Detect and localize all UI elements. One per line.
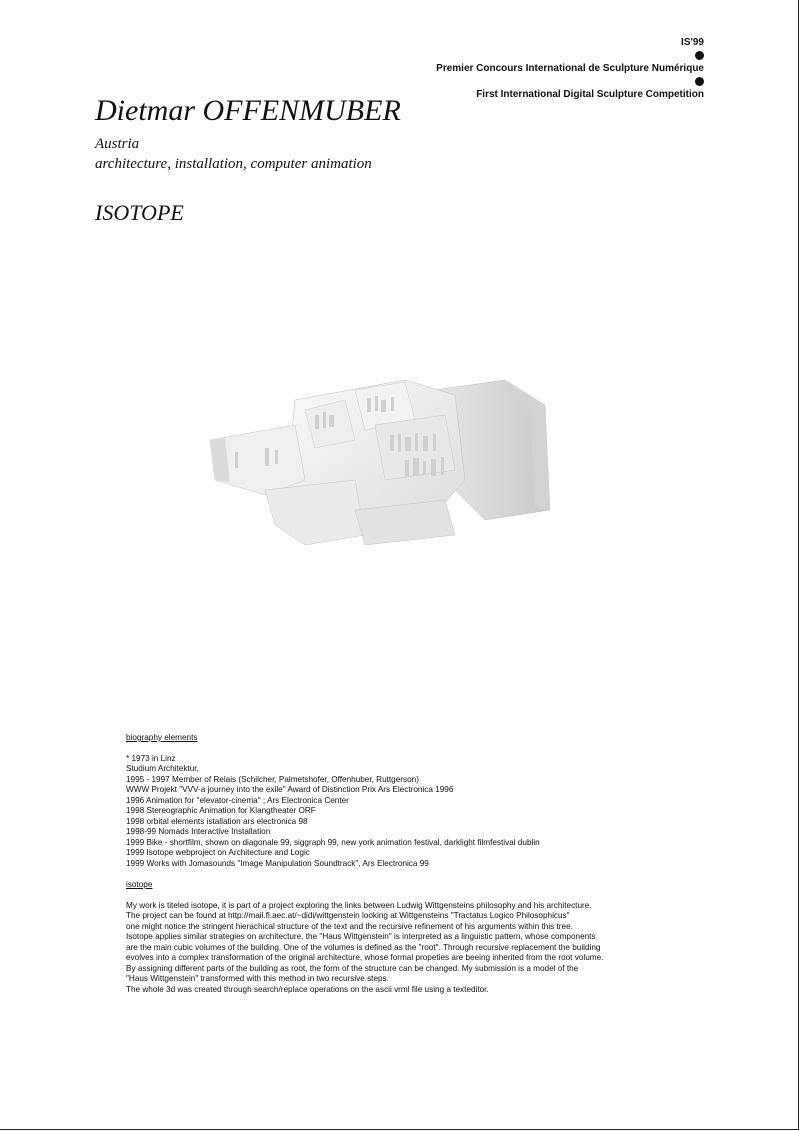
competition-title-en: First International Digital Sculpture Competition bbox=[476, 89, 704, 100]
artist-disciplines: architecture, installation, computer animation bbox=[95, 156, 372, 172]
isotope-heading: isotope bbox=[126, 880, 153, 889]
isotope-line: My work is titeled isotope, it is part of a project exploring the links between Ludwig Wittgensteins philosophy and his architecture. bbox=[126, 900, 592, 910]
biography-line: 1998-99 Nomads Interactive Installation bbox=[126, 827, 271, 836]
biography-line: 1996 Animation for "elevator-cinema" ; Ars Electronica Center bbox=[126, 795, 349, 805]
biography-line: Studium Architektur, bbox=[126, 764, 199, 773]
biography-line: 1999 Bike - shortfilm, shown on diagonale 99, siggraph 99, new york animation festival, darklight filmfestival dublin bbox=[126, 837, 540, 847]
isotope-section bbox=[126, 880, 603, 995]
biography-line: 1998 orbital elements istallation ars electronica 98 bbox=[126, 816, 308, 826]
biography-line: 1995 - 1997 Member of Relais (Schilcher, Palmetshofer, Offenhuber, Ruttgerson) bbox=[126, 774, 419, 784]
isotope-line: "Haus Wittgenstein" transformed with this method in two recursive steps. bbox=[126, 974, 389, 983]
competition-title-fr: Premier Concours International de Sculpture Numérique bbox=[436, 63, 704, 74]
biography-line: * 1973 in Linz bbox=[126, 753, 176, 763]
isotope-line: The project can be found at http://mail.fl.aec.at/~didi/wittgenstein looking at Wittgensteins "Tractatus Logico Philosophicus" bbox=[126, 911, 570, 920]
work-title: ISOTOPE bbox=[95, 200, 184, 225]
biography-line: 1999 Works with Jomasounds "Image Manipulation Soundtrack", Ars Electronica 99 bbox=[126, 858, 429, 868]
isotope-line: By assigning different parts of the building as root, the form of the structure can be changed. My submission is a model of the bbox=[126, 963, 579, 973]
competition-header bbox=[436, 36, 704, 101]
biography-line: WWW Projekt "VVV-a journey into the exile" Award of Distinction Prix Ars Electronica 1996 bbox=[126, 785, 454, 794]
bullet-dot bbox=[695, 77, 704, 86]
isotope-line: one might notice the stringent hierachical structure of the text and the recursive refinement of his arguments within this tree. bbox=[126, 921, 573, 931]
biography-line: 1999 Isotope webproject on Architecture and Logic bbox=[126, 848, 310, 857]
artist-country: Austria bbox=[95, 136, 140, 152]
isotope-line: Isotope applies similar strategies on architecture. the "Haus Wittgenstein" is interpreted as a linguistic pattern, whose components bbox=[126, 932, 596, 941]
competition-code: IS'99 bbox=[681, 37, 704, 48]
isotope-line: The whole 3d was created through search/replace operations on the ascii vrml file using a texteditor. bbox=[126, 984, 489, 994]
biography-line: 1998 Stereographic Animation for Klangtheater ORF bbox=[126, 806, 316, 815]
artist-name: Dietmar OFFENMUBER bbox=[95, 94, 401, 127]
isotope-line: are the main cubic volumes of the building. One of the volumes is defined as the "root". Through recursive replacement the building bbox=[126, 942, 601, 952]
biography-section bbox=[126, 733, 540, 869]
sculpture-image bbox=[205, 360, 555, 560]
isotope-line: evolves into a complex transformation of the original architecture, whose formal propeties are beeing inherited from the root volume. bbox=[126, 953, 604, 962]
biography-heading: biography elements bbox=[126, 733, 198, 742]
bullet-dot bbox=[695, 51, 704, 60]
